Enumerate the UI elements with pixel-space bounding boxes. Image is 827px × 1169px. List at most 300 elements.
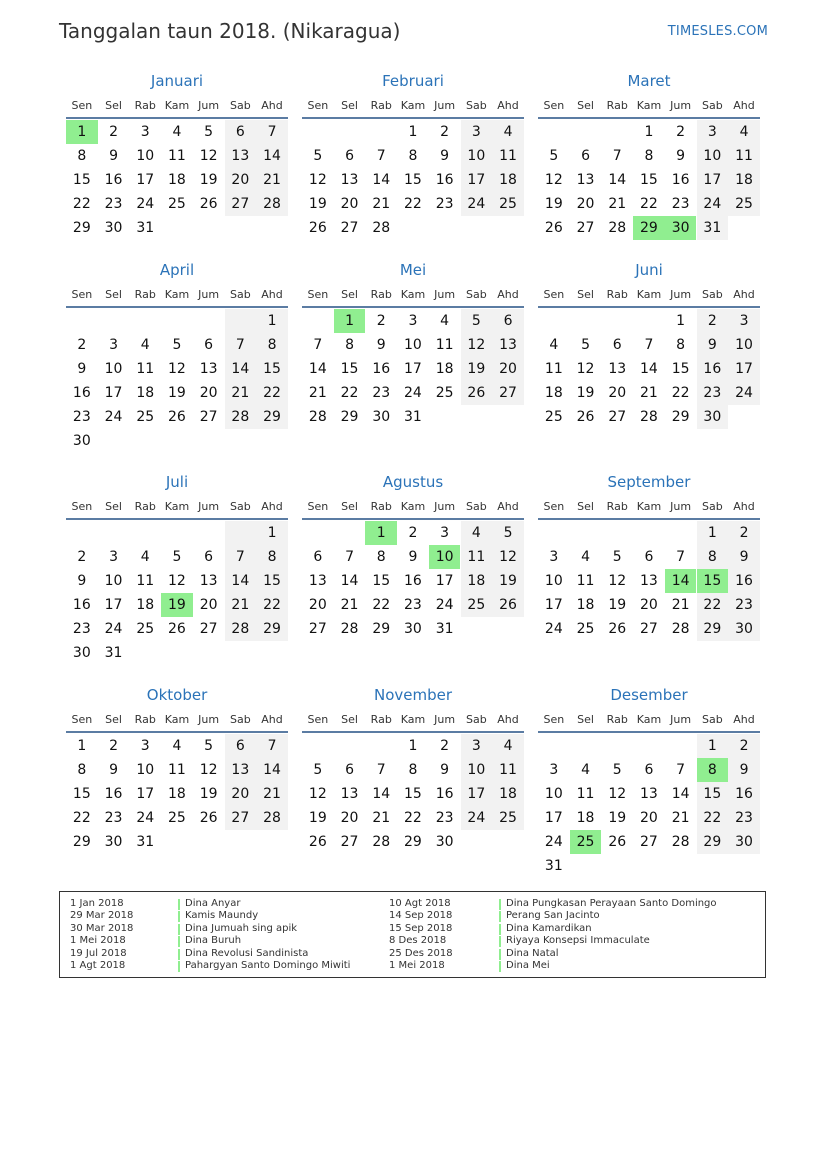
weekday-label: Jum [434,500,456,513]
day-cell: 13 [340,786,359,802]
day-cell: 12 [576,361,595,377]
day-cell: 18 [492,168,524,192]
day-cell: 1 [676,313,686,329]
weekday-label: Ahd [261,713,283,726]
day-cell: 1 [644,124,654,140]
day-cell: 26 [608,621,627,637]
weekday-label: Sab [465,500,487,513]
day-cell: 3 [728,309,760,333]
day-cell: 28 [608,220,627,236]
weekday-label: Sel [577,288,594,301]
day-cell: 22 [404,196,422,212]
day-cell: 30 [372,409,391,425]
weekday-label: Sab [701,500,723,513]
legend-marker [499,899,501,910]
header-rule [538,306,760,308]
day-cell: 28 [671,621,690,637]
weekday-label: Sen [71,500,93,513]
day-cell: 11 [492,758,524,782]
weekday-header [302,713,524,727]
day-cell: 5 [549,148,559,164]
day-cell: 30 [728,617,760,641]
day-cell: 5 [172,337,182,353]
weekday-label: Ahd [733,713,755,726]
month-name: November [373,686,453,704]
weekday-label: Sen [307,500,329,513]
day-cell: 4 [728,120,760,144]
legend-marker [178,936,180,947]
day-cell: 16 [697,357,729,381]
day-cell: 16 [372,361,391,377]
weekday-label: Ahd [497,288,519,301]
day-cell: 4 [492,120,524,144]
weekday-label: Kam [400,99,426,112]
holiday-day-cell: 30 [665,216,697,240]
day-cell: 9 [676,148,686,164]
day-cell: 11 [544,361,563,377]
day-cell: 17 [104,385,123,401]
day-cell: 21 [671,597,690,613]
day-cell: 31 [697,216,729,240]
day-cell: 19 [492,569,524,593]
day-cell: 28 [372,834,391,850]
holiday-legend [59,891,766,978]
day-cell: 21 [372,810,391,826]
day-cell: 14 [256,144,288,168]
day-cell: 21 [640,385,658,401]
weekday-label: Sen [71,99,93,112]
legend-marker [178,924,180,935]
day-cell: 30 [104,220,123,236]
day-cell: 26 [576,409,595,425]
weekday-label: Sen [543,288,565,301]
day-cell: 5 [581,337,590,353]
day-cell: 6 [644,549,654,565]
legend-marker [499,949,501,960]
day-cell: 1 [256,521,288,545]
day-cell: 16 [435,786,454,802]
day-cell: 15 [72,786,91,802]
day-cell: 3 [140,124,150,140]
header-rule [302,117,524,119]
legend-holiday-name: Perang San Jacinto [506,910,600,922]
day-cell: 9 [728,758,760,782]
legend-marker [178,949,180,960]
day-cell: 27 [225,806,257,830]
weekday-label: Sab [701,99,723,112]
weekday-label: Rab [370,288,392,301]
day-cell: 26 [199,196,218,212]
day-cell: 8 [676,337,686,353]
day-cell: 30 [697,405,729,429]
day-cell: 11 [136,361,155,377]
weekday-label: Sel [105,500,122,513]
weekday-label: Rab [134,500,156,513]
weekday-label: Sel [577,500,594,513]
day-cell: 15 [72,172,91,188]
day-cell: 17 [728,357,760,381]
day-cell: 22 [72,810,91,826]
day-cell: 24 [104,409,123,425]
day-cell: 24 [697,192,729,216]
day-cell: 8 [408,148,418,164]
day-cell: 30 [404,621,422,637]
day-cell: 28 [671,834,690,850]
day-cell: 8 [77,148,87,164]
day-cell: 26 [608,834,627,850]
day-cell: 26 [308,220,327,236]
day-cell: 22 [72,196,91,212]
weekday-label: Sab [465,713,487,726]
day-cell: 29 [340,409,359,425]
day-cell: 29 [671,409,690,425]
day-cell: 18 [492,782,524,806]
day-cell: 9 [77,573,87,589]
weekday-label: Kam [400,713,426,726]
day-cell: 24 [136,810,155,826]
day-cell: 22 [404,810,422,826]
day-cell: 2 [109,124,118,140]
day-cell: 8 [345,337,354,353]
header-rule [66,117,288,119]
day-cell: 22 [697,806,729,830]
day-cell: 20 [640,810,658,826]
weekday-label: Ahd [261,500,283,513]
day-cell: 26 [544,220,563,236]
weekday-label: Ahd [733,500,755,513]
day-cell: 23 [728,593,760,617]
day-cell: 28 [308,409,327,425]
day-cell: 5 [492,521,524,545]
day-cell: 13 [576,172,595,188]
weekday-label: Ahd [261,99,283,112]
day-cell: 15 [340,361,359,377]
weekday-label: Ahd [733,288,755,301]
day-cell: 22 [340,385,359,401]
weekday-label: Sab [701,288,723,301]
weekday-label: Jum [434,99,456,112]
header-rule [538,117,760,119]
header-rule [66,518,288,520]
day-cell: 25 [168,810,186,826]
day-cell: 27 [340,220,359,236]
weekday-label: Sen [543,500,565,513]
day-cell: 12 [199,148,218,164]
day-cell: 7 [256,120,288,144]
day-cell: 21 [671,810,690,826]
legend-marker [499,924,501,935]
legend-marker [499,936,501,947]
day-cell: 15 [256,569,288,593]
day-cell: 11 [576,786,595,802]
weekday-header [538,500,760,514]
holiday-day-cell: 8 [697,758,729,782]
day-cell: 24 [544,834,563,850]
day-cell: 27 [340,834,359,850]
legend-holiday-name: Dina Buruh [185,935,242,947]
weekday-label: Kam [636,713,662,726]
day-cell: 3 [549,549,559,565]
weekday-label: Rab [370,99,392,112]
weekday-label: Jum [434,713,456,726]
day-cell: 8 [376,549,386,565]
day-cell: 24 [104,621,123,637]
day-cell: 23 [435,810,454,826]
day-cell: 15 [404,786,422,802]
weekday-header [302,288,524,302]
day-cell: 27 [199,621,218,637]
weekday-label: Kam [400,288,426,301]
weekday-label: Ahd [261,288,283,301]
day-cell: 15 [372,573,391,589]
day-cell: 6 [492,309,524,333]
day-cell: 29 [372,621,391,637]
day-cell: 30 [72,433,91,449]
header-rule [302,518,524,520]
day-cell: 20 [340,810,359,826]
day-cell: 25 [544,409,563,425]
day-cell: 9 [77,361,87,377]
legend-marker [178,961,180,972]
day-cell: 19 [461,357,493,381]
day-cell: 4 [140,337,150,353]
weekday-label: Jum [670,713,692,726]
day-cell: 10 [544,786,563,802]
legend-holiday-name: Dina Anyar [185,898,241,909]
header-rule [538,731,760,733]
holiday-day-cell: 1 [334,309,366,333]
day-cell: 20 [340,196,359,212]
day-cell: 1 [77,738,87,754]
day-cell: 2 [77,337,87,353]
month-name: April [159,261,195,279]
day-cell: 27 [199,409,218,425]
day-cell: 17 [435,573,454,589]
day-cell: 14 [256,758,288,782]
day-cell: 23 [72,409,91,425]
weekday-label: Sel [341,500,358,513]
day-cell: 25 [492,192,524,216]
day-cell: 4 [140,549,150,565]
day-cell: 28 [640,409,658,425]
day-cell: 18 [576,810,595,826]
month-name: September [607,473,691,491]
day-cell: 17 [461,782,493,806]
day-cell: 28 [225,405,257,429]
day-cell: 25 [576,621,595,637]
day-cell: 3 [549,762,559,778]
day-cell: 25 [728,192,760,216]
holiday-day-cell: 19 [161,593,193,617]
day-cell: 7 [225,333,257,357]
day-cell: 10 [136,148,155,164]
day-cell: 27 [492,381,524,405]
day-cell: 19 [308,196,327,212]
day-cell: 13 [608,361,627,377]
day-cell: 22 [372,597,391,613]
header-rule [538,518,760,520]
day-cell: 23 [671,196,690,212]
day-cell: 1 [256,309,288,333]
day-cell: 5 [612,549,622,565]
day-cell: 6 [204,337,214,353]
day-cell: 27 [308,621,327,637]
day-cell: 28 [256,806,288,830]
day-cell: 7 [225,545,257,569]
weekday-label: Jum [198,288,220,301]
day-cell: 19 [576,385,595,401]
day-cell: 10 [697,144,729,168]
day-cell: 6 [204,549,214,565]
header-rule [66,731,288,733]
day-cell: 16 [104,172,123,188]
day-cell: 8 [77,762,87,778]
day-cell: 7 [313,337,323,353]
day-cell: 27 [640,834,658,850]
day-cell: 28 [225,617,257,641]
month-name: Januari [150,72,204,90]
day-cell: 12 [168,573,186,589]
day-cell: 23 [697,381,729,405]
weekday-label: Sen [71,288,93,301]
day-cell: 22 [256,381,288,405]
weekday-header [66,500,288,514]
header-rule [302,731,524,733]
day-cell: 15 [697,782,729,806]
weekday-header [538,99,760,113]
day-cell: 26 [492,593,524,617]
day-cell: 6 [225,734,257,758]
day-cell: 1 [697,521,729,545]
day-cell: 25 [435,385,454,401]
day-cell: 15 [404,172,422,188]
day-cell: 22 [256,593,288,617]
weekday-header [538,713,760,727]
day-cell: 13 [340,172,359,188]
weekday-label: Rab [606,288,628,301]
day-cell: 3 [109,337,118,353]
weekday-label: Sel [105,99,122,112]
weekday-label: Sen [71,713,93,726]
day-cell: 30 [728,830,760,854]
day-cell: 27 [225,192,257,216]
day-cell: 18 [544,385,563,401]
day-cell: 11 [461,545,493,569]
day-cell: 31 [435,621,454,637]
day-cell: 4 [492,734,524,758]
day-cell: 19 [199,786,218,802]
day-cell: 26 [168,621,186,637]
day-cell: 6 [612,337,622,353]
day-cell: 10 [544,573,563,589]
day-cell: 2 [440,124,450,140]
day-cell: 31 [104,645,123,661]
day-cell: 7 [644,337,654,353]
weekday-label: Sel [105,288,122,301]
day-cell: 15 [671,361,690,377]
day-cell: 11 [728,144,760,168]
day-cell: 7 [345,549,354,565]
day-cell: 21 [608,196,627,212]
legend-holiday-name: Dina Pungkasan Perayaan Santo Domingo [506,898,717,909]
day-cell: 21 [225,381,257,405]
weekday-label: Rab [606,500,628,513]
day-cell: 8 [256,333,288,357]
day-cell: 2 [77,549,87,565]
day-cell: 17 [544,810,563,826]
weekday-label: Sab [229,713,251,726]
day-cell: 13 [199,573,218,589]
weekday-label: Sen [307,713,329,726]
day-cell: 8 [408,762,418,778]
legend-date: 29 Mar 2018 [70,910,134,922]
weekday-header [66,713,288,727]
day-cell: 17 [136,786,155,802]
legend-marker [178,911,180,922]
day-cell: 2 [376,313,386,329]
day-cell: 18 [728,168,760,192]
weekday-label: Ahd [733,99,755,112]
day-cell: 29 [697,830,729,854]
day-cell: 9 [728,545,760,569]
day-cell: 20 [640,597,658,613]
day-cell: 13 [492,333,524,357]
day-cell: 5 [313,148,323,164]
day-cell: 8 [697,545,729,569]
day-cell: 5 [461,309,493,333]
day-cell: 16 [435,172,454,188]
day-cell: 19 [608,597,627,613]
weekday-label: Sen [307,99,329,112]
day-cell: 14 [372,172,391,188]
day-cell: 7 [376,762,386,778]
legend-date: 15 Sep 2018 [389,922,453,934]
day-cell: 11 [576,573,595,589]
day-cell: 20 [199,597,218,613]
weekday-header [538,288,760,302]
weekday-header [66,288,288,302]
day-cell: 23 [435,196,454,212]
weekday-label: Ahd [497,713,519,726]
site-link[interactable]: TIMESLES.COM [667,24,768,39]
day-cell: 6 [225,120,257,144]
weekday-label: Sel [577,99,594,112]
weekday-label: Sen [307,288,329,301]
weekday-label: Kam [636,288,662,301]
day-cell: 13 [308,573,327,589]
day-cell: 3 [461,734,493,758]
day-cell: 17 [104,597,123,613]
day-cell: 15 [256,357,288,381]
day-cell: 14 [225,357,257,381]
day-cell: 20 [225,782,257,806]
day-cell: 7 [376,148,386,164]
day-cell: 29 [697,617,729,641]
legend-holiday-name: Riyaya Konsepsi Immaculate [506,935,650,947]
weekday-label: Sab [465,99,487,112]
day-cell: 14 [225,569,257,593]
holiday-day-cell: 1 [365,521,397,545]
day-cell: 4 [461,521,493,545]
day-cell: 21 [308,385,327,401]
day-cell: 29 [256,617,288,641]
day-cell: 23 [104,810,123,826]
day-cell: 18 [435,361,454,377]
weekday-label: Sen [543,99,565,112]
day-cell: 18 [136,385,155,401]
day-cell: 14 [671,786,690,802]
day-cell: 25 [168,196,186,212]
